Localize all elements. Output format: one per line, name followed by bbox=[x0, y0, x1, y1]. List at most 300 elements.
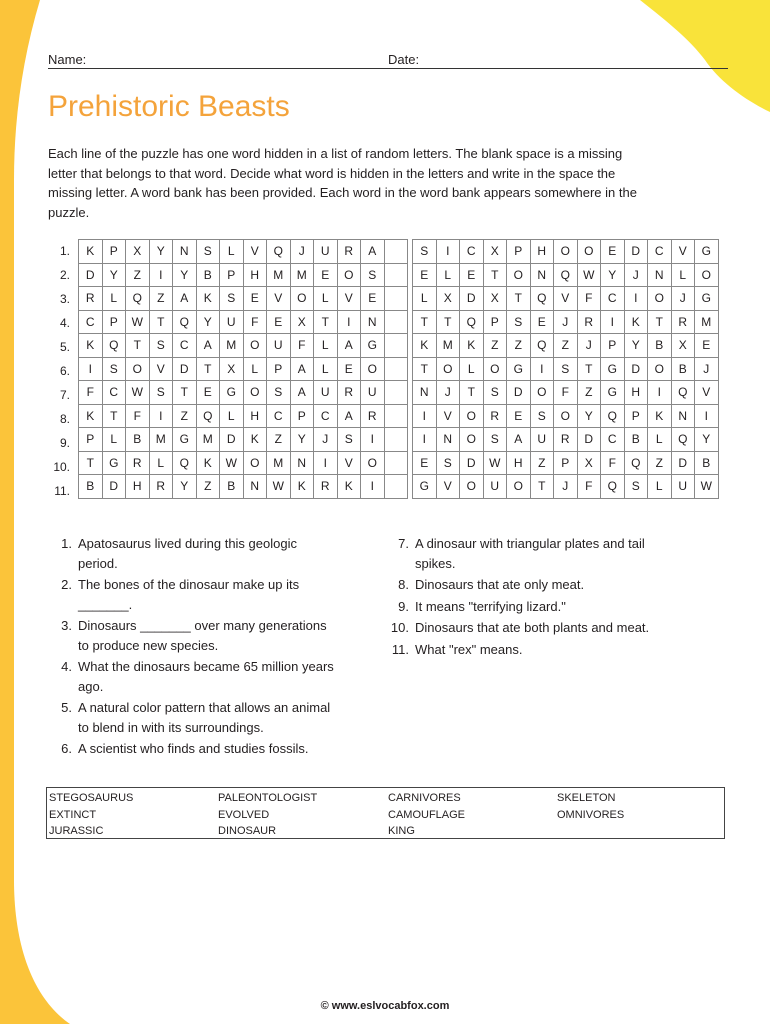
grid-row bbox=[79, 263, 408, 287]
letter-cell: S bbox=[149, 334, 173, 358]
letter-cell: W bbox=[267, 475, 291, 499]
letter-cell: E bbox=[196, 381, 220, 405]
letter-cell: Z bbox=[577, 381, 601, 405]
letter-cell: O bbox=[337, 263, 361, 287]
blank-letter-cell[interactable] bbox=[384, 287, 408, 311]
grid-row bbox=[413, 334, 719, 358]
letter-cell: A bbox=[337, 334, 361, 358]
letter-cell: U bbox=[220, 310, 244, 334]
grid-row bbox=[413, 451, 719, 475]
letter-cell: I bbox=[361, 475, 385, 499]
grid-row bbox=[413, 428, 719, 452]
letter-cell: O bbox=[554, 240, 578, 264]
clue-text: A scientist who finds and studies fossils. bbox=[78, 741, 309, 756]
letter-cell: L bbox=[413, 287, 437, 311]
letter-cell: R bbox=[126, 451, 150, 475]
clue-item bbox=[385, 575, 665, 595]
letter-cell: Y bbox=[173, 475, 197, 499]
letter-cell: S bbox=[149, 381, 173, 405]
letter-cell: M bbox=[149, 428, 173, 452]
letter-cell: U bbox=[483, 475, 507, 499]
letter-cell: D bbox=[460, 451, 484, 475]
word-bank-column bbox=[557, 790, 624, 823]
blank-letter-cell[interactable] bbox=[384, 451, 408, 475]
letter-cell: S bbox=[267, 381, 291, 405]
clue-text: A natural color pattern that allows an animal to blend in with its surroundings. bbox=[78, 700, 331, 735]
grid-row bbox=[79, 334, 408, 358]
letter-cell: P bbox=[79, 428, 103, 452]
letter-cell: C bbox=[79, 310, 103, 334]
letter-cell: Q bbox=[196, 404, 220, 428]
letter-cell: M bbox=[436, 334, 460, 358]
letter-cell: O bbox=[243, 381, 267, 405]
letter-cell: Z bbox=[267, 428, 291, 452]
clue-number: 8. bbox=[398, 577, 409, 592]
word-bank-word: KING bbox=[388, 825, 415, 837]
letter-cell: R bbox=[314, 475, 338, 499]
letter-cell: I bbox=[413, 404, 437, 428]
word-bank-word: CAMOUFLAGE bbox=[388, 808, 466, 821]
letter-cell: K bbox=[413, 334, 437, 358]
letter-cell: V bbox=[695, 381, 719, 405]
letter-cell: G bbox=[601, 357, 625, 381]
letter-cell: O bbox=[361, 357, 385, 381]
letter-cell: E bbox=[413, 263, 437, 287]
letter-cell: Q bbox=[671, 381, 695, 405]
letter-cell: Y bbox=[624, 334, 648, 358]
letter-cell: C bbox=[601, 287, 625, 311]
clue-number: 4. bbox=[61, 659, 72, 674]
letter-cell: Z bbox=[483, 334, 507, 358]
letter-cell: Z bbox=[530, 451, 554, 475]
date-label: Date: bbox=[388, 52, 420, 67]
letter-cell: Y bbox=[102, 263, 126, 287]
blank-letter-cell[interactable] bbox=[384, 381, 408, 405]
letter-cell: S bbox=[436, 451, 460, 475]
letter-cell: O bbox=[361, 451, 385, 475]
header-underline bbox=[48, 68, 728, 69]
clue-item bbox=[48, 657, 338, 696]
word-bank-column bbox=[218, 790, 317, 840]
letter-cell: V bbox=[436, 404, 460, 428]
letter-cell: L bbox=[149, 451, 173, 475]
clue-item bbox=[48, 698, 338, 737]
letter-cell: K bbox=[196, 287, 220, 311]
letter-cell: O bbox=[577, 240, 601, 264]
letter-cell: C bbox=[460, 240, 484, 264]
letter-cell: T bbox=[413, 357, 437, 381]
letter-cell: N bbox=[173, 240, 197, 264]
clue-list-right bbox=[385, 534, 665, 661]
letter-cell: G bbox=[601, 381, 625, 405]
letter-cell: M bbox=[196, 428, 220, 452]
letter-cell: Q bbox=[173, 310, 197, 334]
letter-cell: I bbox=[361, 428, 385, 452]
clue-list-left bbox=[48, 534, 338, 761]
letter-cell: O bbox=[436, 357, 460, 381]
row-number: 4. bbox=[59, 316, 70, 330]
blank-letter-cell[interactable] bbox=[384, 428, 408, 452]
letter-cell: Z bbox=[554, 334, 578, 358]
clue-number: 1. bbox=[61, 536, 72, 551]
blank-letter-cell[interactable] bbox=[384, 404, 408, 428]
letter-cell: R bbox=[337, 240, 361, 264]
clue-item bbox=[48, 575, 338, 614]
letter-cell: I bbox=[624, 287, 648, 311]
clue-text: It means "terrifying lizard." bbox=[415, 598, 566, 614]
letter-cell: Q bbox=[267, 240, 291, 264]
grid-row bbox=[413, 287, 719, 311]
clue-item bbox=[385, 534, 665, 573]
blank-letter-cell[interactable] bbox=[384, 334, 408, 358]
letter-cell: Y bbox=[196, 310, 220, 334]
letter-cell: B bbox=[196, 263, 220, 287]
letter-cell: L bbox=[314, 357, 338, 381]
letter-cell: I bbox=[601, 310, 625, 334]
letter-cell: V bbox=[337, 451, 361, 475]
letter-cell: O bbox=[695, 263, 719, 287]
letter-cell: S bbox=[483, 381, 507, 405]
letter-cell: C bbox=[102, 381, 126, 405]
row-number: 11. bbox=[54, 484, 70, 498]
letter-cell: J bbox=[436, 381, 460, 405]
letter-cell: Q bbox=[530, 334, 554, 358]
letter-cell: F bbox=[79, 381, 103, 405]
letter-cell: H bbox=[126, 475, 150, 499]
letter-cell: E bbox=[460, 263, 484, 287]
letter-cell: U bbox=[267, 334, 291, 358]
grid-row bbox=[413, 404, 719, 428]
blank-letter-cell[interactable] bbox=[384, 310, 408, 334]
letter-cell: D bbox=[220, 428, 244, 452]
letter-cell: Z bbox=[648, 451, 672, 475]
letter-cell: G bbox=[695, 287, 719, 311]
letter-cell: W bbox=[220, 451, 244, 475]
letter-cell: Z bbox=[173, 404, 197, 428]
letter-cell: N bbox=[290, 451, 314, 475]
letter-cell: M bbox=[290, 263, 314, 287]
letter-cell: C bbox=[601, 428, 625, 452]
letter-cell: X bbox=[126, 240, 150, 264]
letter-cell: X bbox=[483, 240, 507, 264]
letter-cell: P bbox=[102, 310, 126, 334]
letter-cell: Q bbox=[102, 334, 126, 358]
row-numbers bbox=[36, 239, 70, 503]
letter-cell: F bbox=[577, 287, 601, 311]
letter-cell: Q bbox=[173, 451, 197, 475]
letter-cell: O bbox=[648, 357, 672, 381]
blank-letter-cell[interactable] bbox=[384, 240, 408, 264]
letter-cell: F bbox=[554, 381, 578, 405]
letter-cell: Q bbox=[126, 287, 150, 311]
letter-cell: B bbox=[671, 357, 695, 381]
blank-letter-cell[interactable] bbox=[384, 357, 408, 381]
letter-cell: Z bbox=[507, 334, 531, 358]
row-number: 2. bbox=[59, 268, 70, 282]
grid-row bbox=[413, 263, 719, 287]
letter-cell: N bbox=[436, 428, 460, 452]
letter-cell: N bbox=[243, 475, 267, 499]
grid-row bbox=[79, 404, 408, 428]
letter-cell: T bbox=[530, 475, 554, 499]
letter-cell: K bbox=[79, 334, 103, 358]
grid-row bbox=[79, 240, 408, 264]
word-bank bbox=[46, 787, 725, 839]
row-number: 8. bbox=[59, 412, 70, 426]
letter-cell: J bbox=[671, 287, 695, 311]
letter-cell: S bbox=[554, 357, 578, 381]
letter-cell: T bbox=[196, 357, 220, 381]
clue-text: What "rex" means. bbox=[415, 641, 523, 657]
letter-cell: T bbox=[314, 310, 338, 334]
word-bank-word: OMNIVORES bbox=[557, 808, 625, 821]
letter-cell: O bbox=[460, 404, 484, 428]
grid-row bbox=[79, 357, 408, 381]
clue-item bbox=[48, 739, 338, 759]
letter-cell: J bbox=[695, 357, 719, 381]
word-bank-column bbox=[49, 790, 133, 840]
letter-cell: Q bbox=[671, 428, 695, 452]
blank-letter-cell[interactable] bbox=[384, 475, 408, 499]
letter-cell: F bbox=[126, 404, 150, 428]
letter-cell: X bbox=[577, 451, 601, 475]
letter-cell: L bbox=[671, 263, 695, 287]
letter-cell: E bbox=[530, 310, 554, 334]
letter-cell: Q bbox=[460, 310, 484, 334]
letter-cell: H bbox=[243, 263, 267, 287]
letter-cell: V bbox=[149, 357, 173, 381]
letter-cell: T bbox=[79, 451, 103, 475]
letter-cell: E bbox=[507, 404, 531, 428]
letter-cell: C bbox=[314, 404, 338, 428]
letter-cell: E bbox=[267, 310, 291, 334]
word-bank-word: SKELETON bbox=[557, 792, 616, 804]
blank-letter-cell[interactable] bbox=[384, 263, 408, 287]
letter-cell: T bbox=[648, 310, 672, 334]
letter-cell: H bbox=[530, 240, 554, 264]
letter-cell: Q bbox=[624, 451, 648, 475]
row-number: 6. bbox=[59, 364, 70, 378]
letter-cell: L bbox=[102, 428, 126, 452]
letter-cell: Q bbox=[601, 404, 625, 428]
letter-cell: I bbox=[436, 240, 460, 264]
letter-cell: G bbox=[173, 428, 197, 452]
letter-cell: G bbox=[695, 240, 719, 264]
letter-cell: T bbox=[413, 310, 437, 334]
clue-text: Dinosaurs _______ over many generations to produce new species. bbox=[78, 618, 327, 653]
grid-row bbox=[413, 240, 719, 264]
word-bank-word: DINOSAUR bbox=[218, 825, 277, 837]
letter-cell: A bbox=[290, 357, 314, 381]
row-number: 9. bbox=[59, 436, 70, 450]
letter-cell: M bbox=[267, 263, 291, 287]
letter-cell: N bbox=[413, 381, 437, 405]
letter-cell: L bbox=[314, 287, 338, 311]
grid-row bbox=[79, 381, 408, 405]
letter-cell: B bbox=[126, 428, 150, 452]
row-number: 1. bbox=[59, 244, 70, 258]
clue-number: 7. bbox=[398, 536, 409, 551]
letter-cell: N bbox=[671, 404, 695, 428]
letter-cell: B bbox=[624, 428, 648, 452]
clue-item bbox=[385, 597, 665, 617]
letter-cell: P bbox=[290, 404, 314, 428]
letter-cell: O bbox=[648, 287, 672, 311]
letter-cell: L bbox=[220, 240, 244, 264]
row-number: 10. bbox=[53, 460, 70, 474]
letter-cell: I bbox=[79, 357, 103, 381]
letter-cell: Q bbox=[601, 475, 625, 499]
letter-cell: C bbox=[267, 404, 291, 428]
letter-cell: G bbox=[361, 334, 385, 358]
letter-cell: W bbox=[126, 381, 150, 405]
letter-cell: K bbox=[624, 310, 648, 334]
letter-cell: D bbox=[671, 451, 695, 475]
letter-cell: S bbox=[102, 357, 126, 381]
letter-cell: U bbox=[530, 428, 554, 452]
letter-cell: L bbox=[648, 475, 672, 499]
letter-cell: I bbox=[314, 451, 338, 475]
letter-cell: I bbox=[149, 263, 173, 287]
letter-cell: O bbox=[530, 381, 554, 405]
page-title: Prehistoric Beasts bbox=[48, 90, 290, 123]
letter-cell: V bbox=[337, 287, 361, 311]
letter-cell: C bbox=[173, 334, 197, 358]
letter-cell: D bbox=[624, 240, 648, 264]
letter-cell: N bbox=[361, 310, 385, 334]
clue-text: Dinosaurs that ate both plants and meat. bbox=[415, 620, 650, 635]
letter-cell: G bbox=[413, 475, 437, 499]
letter-cell: U bbox=[314, 240, 338, 264]
puzzle-grid-right bbox=[412, 239, 719, 499]
letter-cell: D bbox=[79, 263, 103, 287]
letter-cell: M bbox=[695, 310, 719, 334]
grid-row bbox=[413, 357, 719, 381]
letter-cell: X bbox=[436, 287, 460, 311]
letter-cell: D bbox=[102, 475, 126, 499]
letter-cell: R bbox=[671, 310, 695, 334]
letter-cell: Y bbox=[149, 240, 173, 264]
letter-cell: D bbox=[507, 381, 531, 405]
letter-cell: Z bbox=[196, 475, 220, 499]
letter-cell: T bbox=[173, 381, 197, 405]
letter-cell: T bbox=[436, 310, 460, 334]
letter-cell: I bbox=[648, 381, 672, 405]
letter-cell: G bbox=[507, 357, 531, 381]
letter-cell: T bbox=[577, 357, 601, 381]
letter-cell: J bbox=[314, 428, 338, 452]
letter-cell: P bbox=[483, 310, 507, 334]
letter-cell: L bbox=[314, 334, 338, 358]
letter-cell: R bbox=[149, 475, 173, 499]
letter-cell: U bbox=[314, 381, 338, 405]
clue-number: 9. bbox=[398, 598, 409, 614]
name-label: Name: bbox=[48, 52, 87, 67]
word-bank-word: PALEONTOLOGIST bbox=[218, 792, 318, 804]
letter-cell: P bbox=[220, 263, 244, 287]
letter-cell: M bbox=[267, 451, 291, 475]
letter-cell: H bbox=[243, 404, 267, 428]
clue-number: 2. bbox=[61, 577, 72, 592]
letter-cell: O bbox=[507, 475, 531, 499]
letter-cell: K bbox=[460, 334, 484, 358]
clue-number: 10. bbox=[390, 620, 409, 635]
letter-cell: E bbox=[314, 263, 338, 287]
letter-cell: J bbox=[554, 310, 578, 334]
grid-row bbox=[413, 310, 719, 334]
letter-cell: N bbox=[530, 263, 554, 287]
letter-cell: S bbox=[196, 240, 220, 264]
letter-cell: E bbox=[337, 357, 361, 381]
grid-row bbox=[413, 475, 719, 499]
letter-cell: O bbox=[460, 475, 484, 499]
letter-cell: O bbox=[483, 357, 507, 381]
letter-cell: W bbox=[483, 451, 507, 475]
clue-item bbox=[48, 616, 338, 655]
letter-cell: Q bbox=[554, 263, 578, 287]
letter-cell: L bbox=[102, 287, 126, 311]
grid-row bbox=[79, 287, 408, 311]
letter-cell: J bbox=[290, 240, 314, 264]
letter-cell: B bbox=[648, 334, 672, 358]
letter-cell: Y bbox=[695, 428, 719, 452]
letter-cell: Y bbox=[601, 263, 625, 287]
letter-cell: Y bbox=[290, 428, 314, 452]
letter-cell: O bbox=[460, 428, 484, 452]
letter-cell: A bbox=[361, 240, 385, 264]
letter-cell: Q bbox=[530, 287, 554, 311]
row-number: 5. bbox=[59, 340, 70, 354]
letter-cell: A bbox=[290, 381, 314, 405]
letter-cell: P bbox=[624, 404, 648, 428]
grid-row bbox=[79, 475, 408, 499]
letter-cell: E bbox=[695, 334, 719, 358]
letter-cell: K bbox=[79, 240, 103, 264]
letter-cell: R bbox=[483, 404, 507, 428]
letter-cell: I bbox=[149, 404, 173, 428]
word-bank-word: JURASSIC bbox=[49, 825, 104, 837]
word-bank-word: CARNIVORES bbox=[388, 792, 461, 804]
letter-cell: G bbox=[220, 381, 244, 405]
instructions: Each line of the puzzle has one word hidden in a list of random letters. The blank space is a missing letter that belongs to that word. Decide what word is hidden in the letters and write in the space the missing letter. A word bank has been provided. Each word in the word bank appears somewhere in the puzzle. bbox=[48, 146, 637, 220]
letter-cell: F bbox=[243, 310, 267, 334]
letter-cell: K bbox=[243, 428, 267, 452]
letter-cell: E bbox=[601, 240, 625, 264]
letter-cell: F bbox=[577, 475, 601, 499]
letter-cell: E bbox=[361, 287, 385, 311]
letter-cell: V bbox=[436, 475, 460, 499]
letter-cell: O bbox=[507, 263, 531, 287]
letter-cell: O bbox=[554, 404, 578, 428]
letter-cell: X bbox=[483, 287, 507, 311]
letter-cell: A bbox=[173, 287, 197, 311]
letter-cell: T bbox=[460, 381, 484, 405]
clue-item bbox=[385, 618, 665, 638]
letter-cell: B bbox=[695, 451, 719, 475]
letter-cell: T bbox=[507, 287, 531, 311]
row-number: 3. bbox=[59, 292, 70, 306]
letter-cell: D bbox=[173, 357, 197, 381]
letter-cell: R bbox=[337, 381, 361, 405]
letter-cell: M bbox=[220, 334, 244, 358]
clue-text: Apatosaurus lived during this geologic period. bbox=[78, 536, 297, 571]
clue-text: What the dinosaurs became 65 million years ago. bbox=[78, 659, 334, 694]
letter-cell: Y bbox=[577, 404, 601, 428]
letter-cell: T bbox=[483, 263, 507, 287]
letter-cell: S bbox=[483, 428, 507, 452]
letter-cell: U bbox=[361, 381, 385, 405]
letter-cell: J bbox=[554, 475, 578, 499]
